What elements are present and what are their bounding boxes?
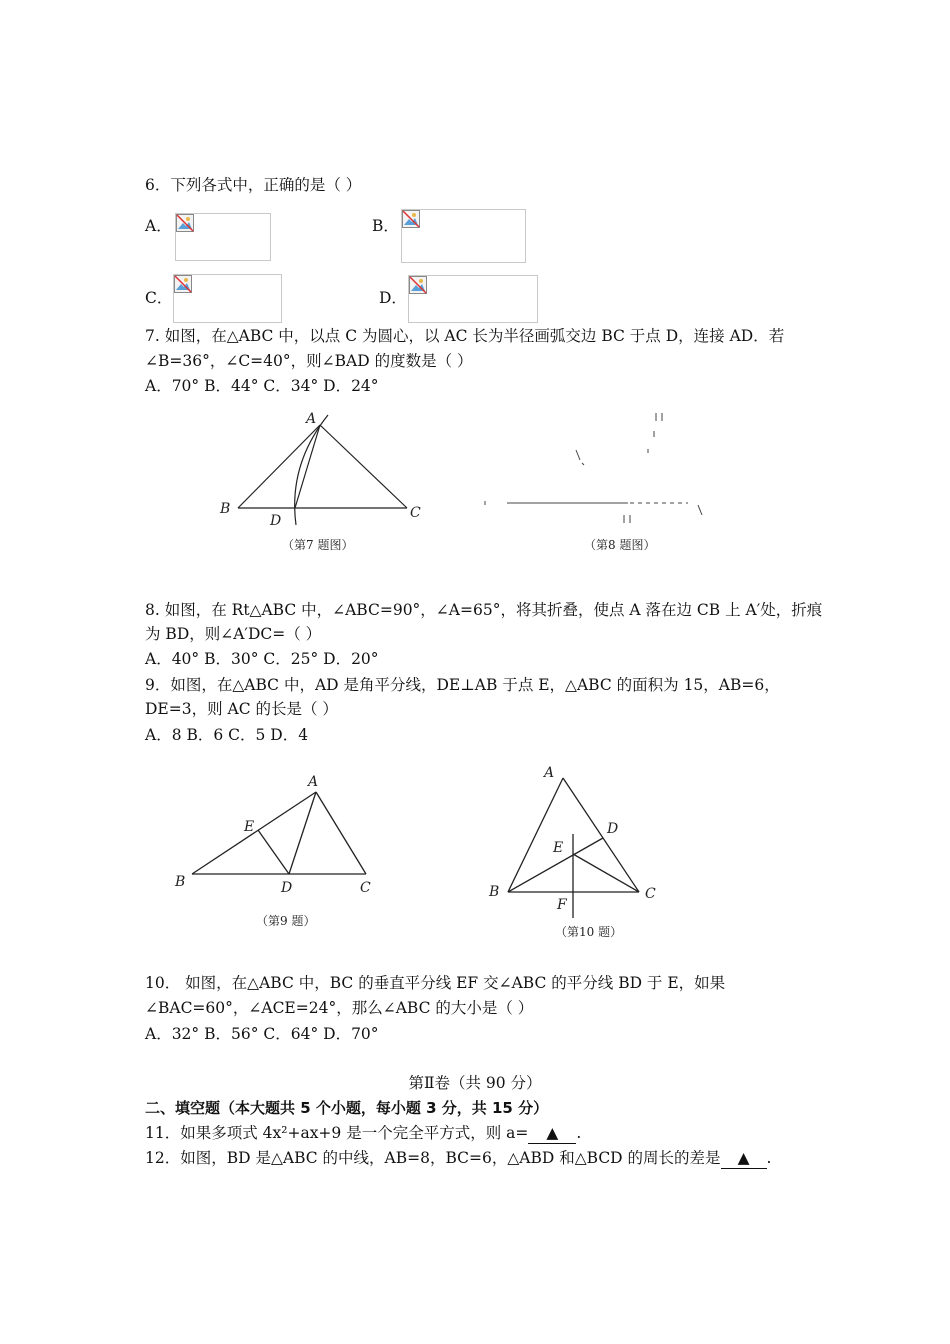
q10-label-c: C: [645, 886, 656, 902]
q10-stem-line2: ∠BAC=60°，∠ACE=24°，那么∠ABC 的大小是（ ）: [145, 999, 534, 1017]
q7-label-b: B: [220, 501, 231, 517]
q11-end: .: [576, 1124, 582, 1142]
q7-stem-line2: ∠B=36°，∠C=40°，则∠BAD 的度数是（ ）: [145, 352, 473, 370]
q7-label-a: A: [306, 411, 317, 427]
q8-mark: [698, 505, 702, 515]
q9-stem-line2: DE=3，则 AC 的长是（ ）: [145, 700, 338, 718]
q6-option-d-image: [408, 275, 538, 323]
q7-options: A．70° B．44° C．34° D．24°: [145, 377, 379, 395]
q8-figure: [480, 405, 710, 530]
q10-label-d: D: [607, 821, 619, 837]
q10-segment-ce: [573, 854, 639, 892]
q6-option-a-image: [175, 213, 271, 261]
q9-segment-ad: [289, 792, 316, 874]
q11-line: [145, 1123, 581, 1144]
q8-caption: （第8 题图）: [584, 538, 656, 552]
q10-label-a: A: [544, 765, 555, 781]
q9-label-b: B: [175, 874, 186, 890]
q12-text: 12．如图，BD 是△ABC 的中线，AB=8，BC=6，△ABD 和△BCD 的周长的差是: [145, 1149, 721, 1167]
q9-caption: （第9 题）: [256, 914, 316, 928]
q8-options: A．40° B．30° C．25° D．20°: [145, 650, 379, 668]
q11-text: 11．如果多项式 4x²+ax+9 是一个完全平方式，则 a=: [145, 1124, 529, 1142]
q10-caption: （第10 题）: [555, 925, 623, 939]
q10-options: A．32° B．56° C．64° D．70°: [145, 1025, 379, 1043]
q9-side-ac: [316, 792, 366, 874]
q10-label-b: B: [489, 884, 500, 900]
q6-option-c-image: [173, 274, 282, 323]
broken-image-icon: [176, 214, 194, 232]
q9-label-c: C: [360, 880, 371, 895]
q8-mark: [576, 450, 580, 460]
q11-answer-blank: ▲: [528, 1123, 576, 1144]
q12-end: .: [766, 1149, 772, 1167]
q9-segment-de: [258, 830, 289, 874]
q10-label-f: F: [557, 897, 567, 913]
q10-side-ac: [563, 778, 639, 892]
q10-side-ab: [508, 778, 563, 892]
q7-side-ac: [320, 425, 407, 508]
q6-option-b-label: B．: [372, 217, 399, 235]
q9-figure: [170, 770, 380, 895]
q9-label-d: D: [281, 880, 293, 895]
q8-mark: [582, 463, 584, 465]
q6-option-c-label: C．: [145, 289, 173, 307]
q7-stem-line1: 7. 如图，在△ABC 中，以点 C 为圆心，以 AC 长为半径画弧交边 BC 于点 D，连接 AD．若: [145, 327, 785, 345]
broken-image-icon: [402, 210, 420, 228]
q10-label-e: E: [553, 840, 564, 856]
broken-image-icon: [409, 276, 427, 294]
q9-stem-line1: 9．如图，在△ABC 中，AD 是角平分线，DE⊥AB 于点 E，△ABC 的面积为 15，AB=6，: [145, 676, 780, 694]
q6-option-a-label: A．: [145, 217, 172, 235]
q7-label-d: D: [270, 513, 282, 529]
q10-stem-line1: 10． 如图，在△ABC 中，BC 的垂直平分线 EF 交∠ABC 的平分线 BD 于 E，如果: [145, 974, 726, 992]
q10-figure: [485, 762, 665, 922]
part2-title: 第Ⅱ卷（共 90 分）: [408, 1074, 542, 1092]
broken-image-icon: [174, 275, 192, 293]
q6-option-b-image: [401, 209, 526, 263]
q7-figure: [210, 405, 430, 530]
part2-section-heading: 二、填空题（本大题共 5 个小题，每小题 3 分，共 15 分）: [145, 1099, 549, 1117]
q6-option-d-label: D．: [379, 289, 407, 307]
q7-label-c: C: [410, 505, 421, 521]
q12-answer-blank: ▲: [721, 1148, 767, 1169]
q12-line: [145, 1148, 771, 1169]
q9-options: A．8 B．6 C．5 D．4: [145, 726, 309, 744]
q9-label-a: A: [308, 774, 319, 790]
q8-stem-line1: 8. 如图，在 Rt△ABC 中，∠ABC=90°，∠A=65°，将其折叠，使点 A 落在边 CB 上 A′处，折痕: [145, 601, 823, 619]
q9-label-e: E: [244, 819, 255, 835]
q7-caption: （第7 题图）: [282, 538, 354, 552]
q8-stem-line2: 为 BD，则∠A′DC=（ ）: [145, 625, 322, 643]
q6-stem: 6．下列各式中，正确的是（ ）: [145, 176, 362, 194]
